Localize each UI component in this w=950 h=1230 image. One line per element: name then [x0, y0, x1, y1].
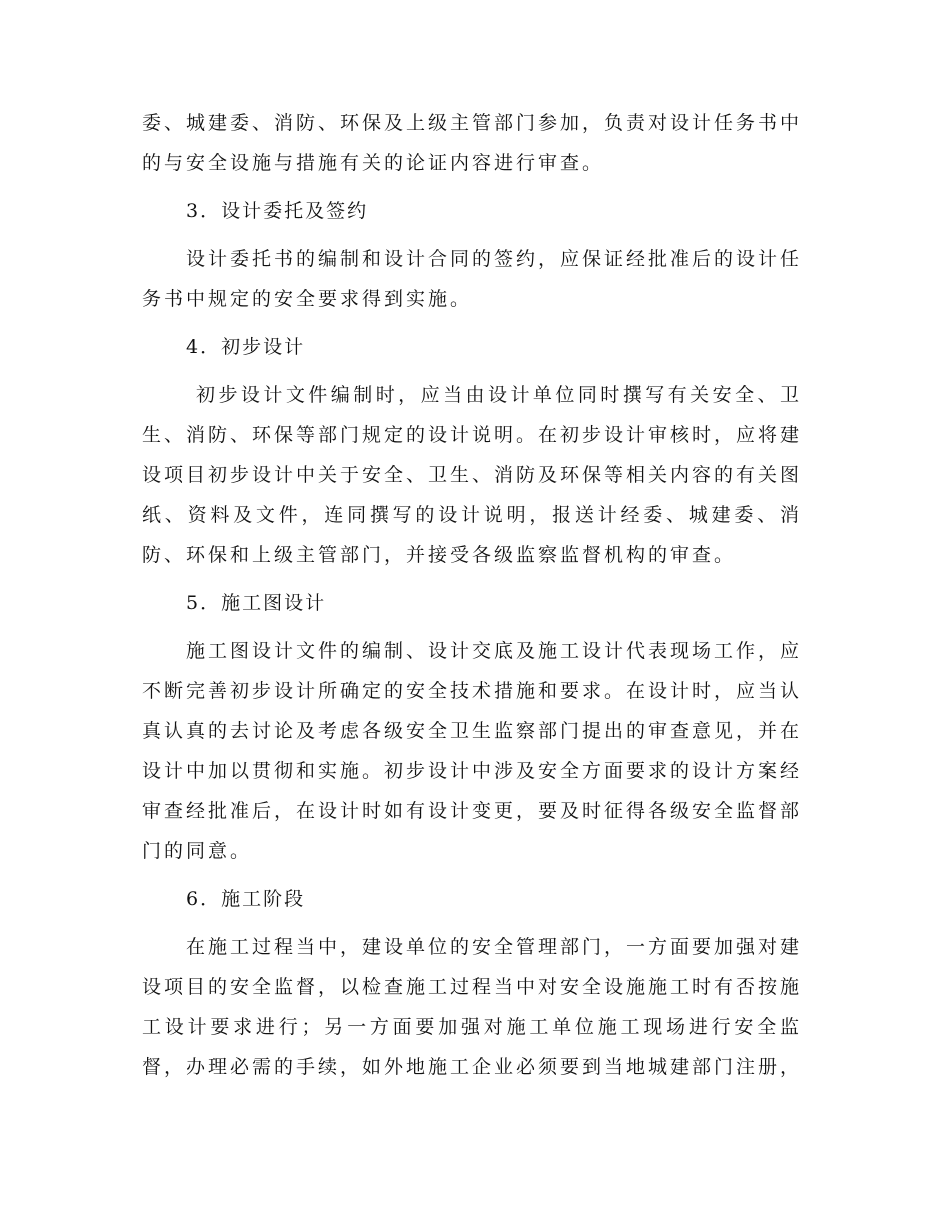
- paragraph-design-entrustment: 设计委托书的编制和设计合同的签约，应保证经批准后的设计任务书中规定的安全要求得到实施。: [142, 248, 803, 310]
- paragraph-review-participants: 委、城建委、消防、环保及上级主管部门参加，负责对设计任务书中的与安全设施与措施有关的论证内容进行审查。: [142, 112, 803, 174]
- section-heading-5: 5．施工图设计: [186, 592, 327, 614]
- document-body: [142, 103, 802, 1095]
- section-heading-6: 6．施工阶段: [186, 888, 306, 910]
- section-heading-3: 3．设计委托及签约: [186, 200, 369, 222]
- paragraph-construction-stage: 在施工过程当中，建设单位的安全管理部门，一方面要加强对建设项目的安全监督，以检查施工过程当中对安全设施施工时有否按施工设计要求进行；另一方面要加强对施工单位施工现场进行安全监督，办理必需的手续，如外地施工企业必须要到当地城建部门注册，: [142, 936, 803, 1078]
- section-heading-4: 4．初步设计: [186, 336, 306, 358]
- paragraph-construction-drawing-design: 施工图设计文件的编制、设计交底及施工设计代表现场工作，应不断完善初步设计所确定的安全技术措施和要求。在设计时，应当认真认真的去讨论及考虑各级安全卫生监察部门提出的审查意见，并在设计中加以贯彻和实施。初步设计中涉及安全方面要求的设计方案经审查经批准后，在设计时如有设计变更，要及时征得各级安全监督部门的同意。: [142, 640, 803, 862]
- paragraph-preliminary-design: 初步设计文件编制时，应当由设计单位同时撰写有关安全、卫生、消防、环保等部门规定的设计说明。在初步设计审核时，应将建设项目初步设计中关于安全、卫生、消防及环保等相关内容的有关图纸、资料及文件，连同撰写的设计说明，报送计经委、城建委、消防、环保和上级主管部门，并接受各级监察监督机构的审查。: [142, 384, 803, 566]
